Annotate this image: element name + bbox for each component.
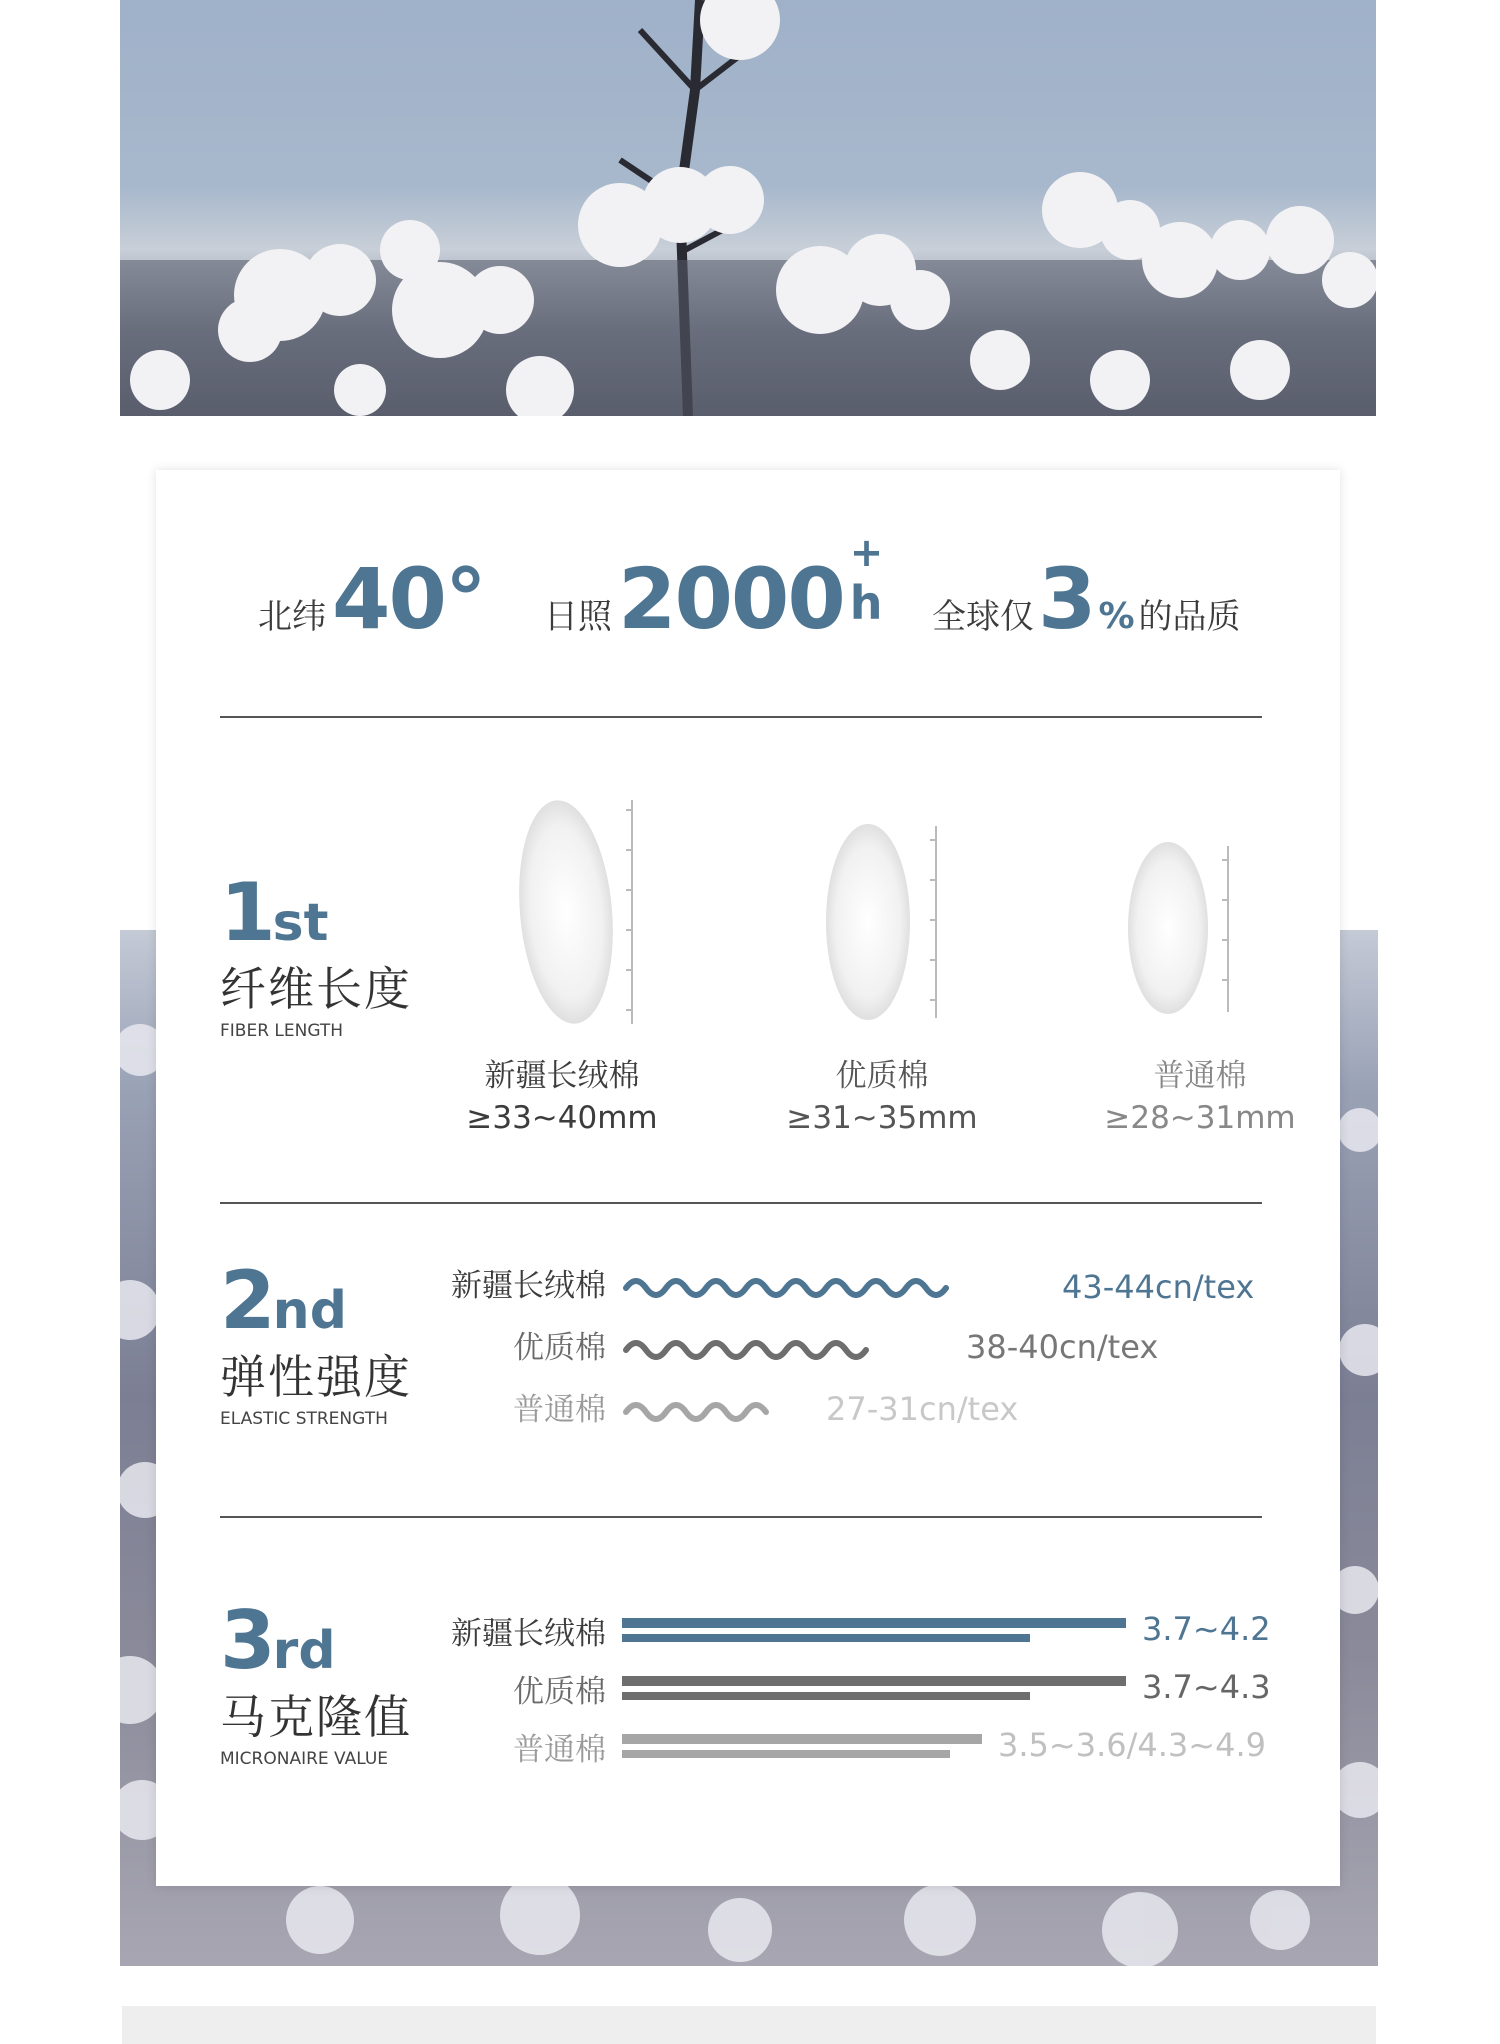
micronaire-rank-number: 3	[220, 1594, 273, 1687]
micronaire-bar-3-top	[622, 1734, 982, 1744]
fiber-item-2-name: 优质棉	[835, 1058, 929, 1094]
micronaire-bar-2-bottom	[622, 1692, 1030, 1700]
stat-sunshine-unit-group	[849, 530, 884, 630]
divider-2	[220, 1202, 1262, 1204]
fiber-illustrations	[406, 760, 1246, 1100]
stat-sunshine-plus: +	[849, 530, 884, 576]
fiber-sample-1-icon	[510, 796, 632, 1027]
micronaire-item-1-value: 3.7~4.2	[1142, 1610, 1271, 1648]
micronaire-item-3-name: 普通棉	[513, 1732, 606, 1768]
stat-latitude-value: 40°	[332, 550, 485, 648]
elastic-item-2-name: 优质棉	[513, 1330, 606, 1366]
stat-quality-value: 3	[1038, 550, 1095, 648]
stat-sunshine	[544, 530, 884, 650]
cotton-field-photo-top	[120, 0, 1376, 416]
elastic-item-2-value: 38-40cn/tex	[966, 1328, 1159, 1366]
fiber-item-1-value: ≥33~40mm	[466, 1100, 658, 1136]
elastic-wave-3-icon	[622, 1394, 812, 1430]
stat-sunshine-label: 日照	[544, 597, 612, 637]
elastic-item-3-name: 普通棉	[513, 1392, 606, 1428]
info-card	[156, 470, 1340, 1886]
micronaire-title-en: MICRONAIRE VALUE	[220, 1749, 389, 1769]
fiber-title: 纤维长度	[220, 962, 412, 1016]
micronaire-item-2-value: 3.7~4.3	[1142, 1668, 1271, 1706]
stat-quality-unit: %	[1098, 596, 1135, 637]
elastic-rank-suffix: nd	[272, 1281, 347, 1341]
micronaire-title: 马克隆值	[220, 1690, 412, 1744]
stat-quality-suffix: 的品质	[1138, 597, 1241, 637]
footer-strip	[122, 2006, 1376, 2044]
stat-quality-label: 全球仅	[932, 597, 1034, 637]
micronaire-item-1-name: 新疆长绒棉	[451, 1616, 606, 1652]
fiber-item-1-name: 新疆长绒棉	[484, 1058, 640, 1094]
stat-quality	[932, 550, 1241, 650]
fiber-sample-3-icon	[1128, 842, 1228, 1014]
micronaire-bar-3-bottom	[622, 1750, 950, 1758]
micronaire-bar-1-bottom	[622, 1634, 1030, 1642]
micronaire-bar-2-top	[622, 1676, 1126, 1686]
micronaire-item-3-value: 3.5~3.6/4.3~4.9	[998, 1726, 1266, 1764]
elastic-item-1-name: 新疆长绒棉	[451, 1268, 606, 1304]
fiber-sample-2-icon	[826, 824, 936, 1020]
stat-latitude-label: 北纬	[258, 597, 326, 637]
fiber-item-3-value: ≥28~31mm	[1104, 1100, 1296, 1136]
elastic-rank-number: 2	[220, 1254, 273, 1347]
elastic-title: 弹性强度	[220, 1350, 412, 1404]
fiber-item-3-name: 普通棉	[1153, 1058, 1247, 1094]
micronaire-rank-suffix: rd	[272, 1621, 336, 1681]
divider-1	[220, 716, 1262, 718]
elastic-item-3-value: 27-31cn/tex	[826, 1390, 1019, 1428]
elastic-wave-1-icon	[622, 1270, 1042, 1306]
fiber-title-en: FIBER LENGTH	[220, 1021, 344, 1041]
elastic-item-1-value: 43-44cn/tex	[1062, 1268, 1255, 1306]
elastic-wave-2-icon	[622, 1332, 952, 1368]
stat-sunshine-unit: h	[849, 576, 883, 630]
divider-3	[220, 1516, 1262, 1518]
stat-sunshine-value: 2000	[618, 550, 844, 648]
stat-latitude	[258, 550, 485, 650]
elastic-title-en: ELASTIC STRENGTH	[220, 1409, 388, 1429]
fiber-item-2-value: ≥31~35mm	[786, 1100, 978, 1136]
fiber-rank-number: 1	[220, 866, 273, 959]
fiber-rank-suffix: st	[272, 893, 329, 953]
micronaire-item-2-name: 优质棉	[513, 1674, 606, 1710]
micronaire-bar-1-top	[622, 1618, 1126, 1628]
